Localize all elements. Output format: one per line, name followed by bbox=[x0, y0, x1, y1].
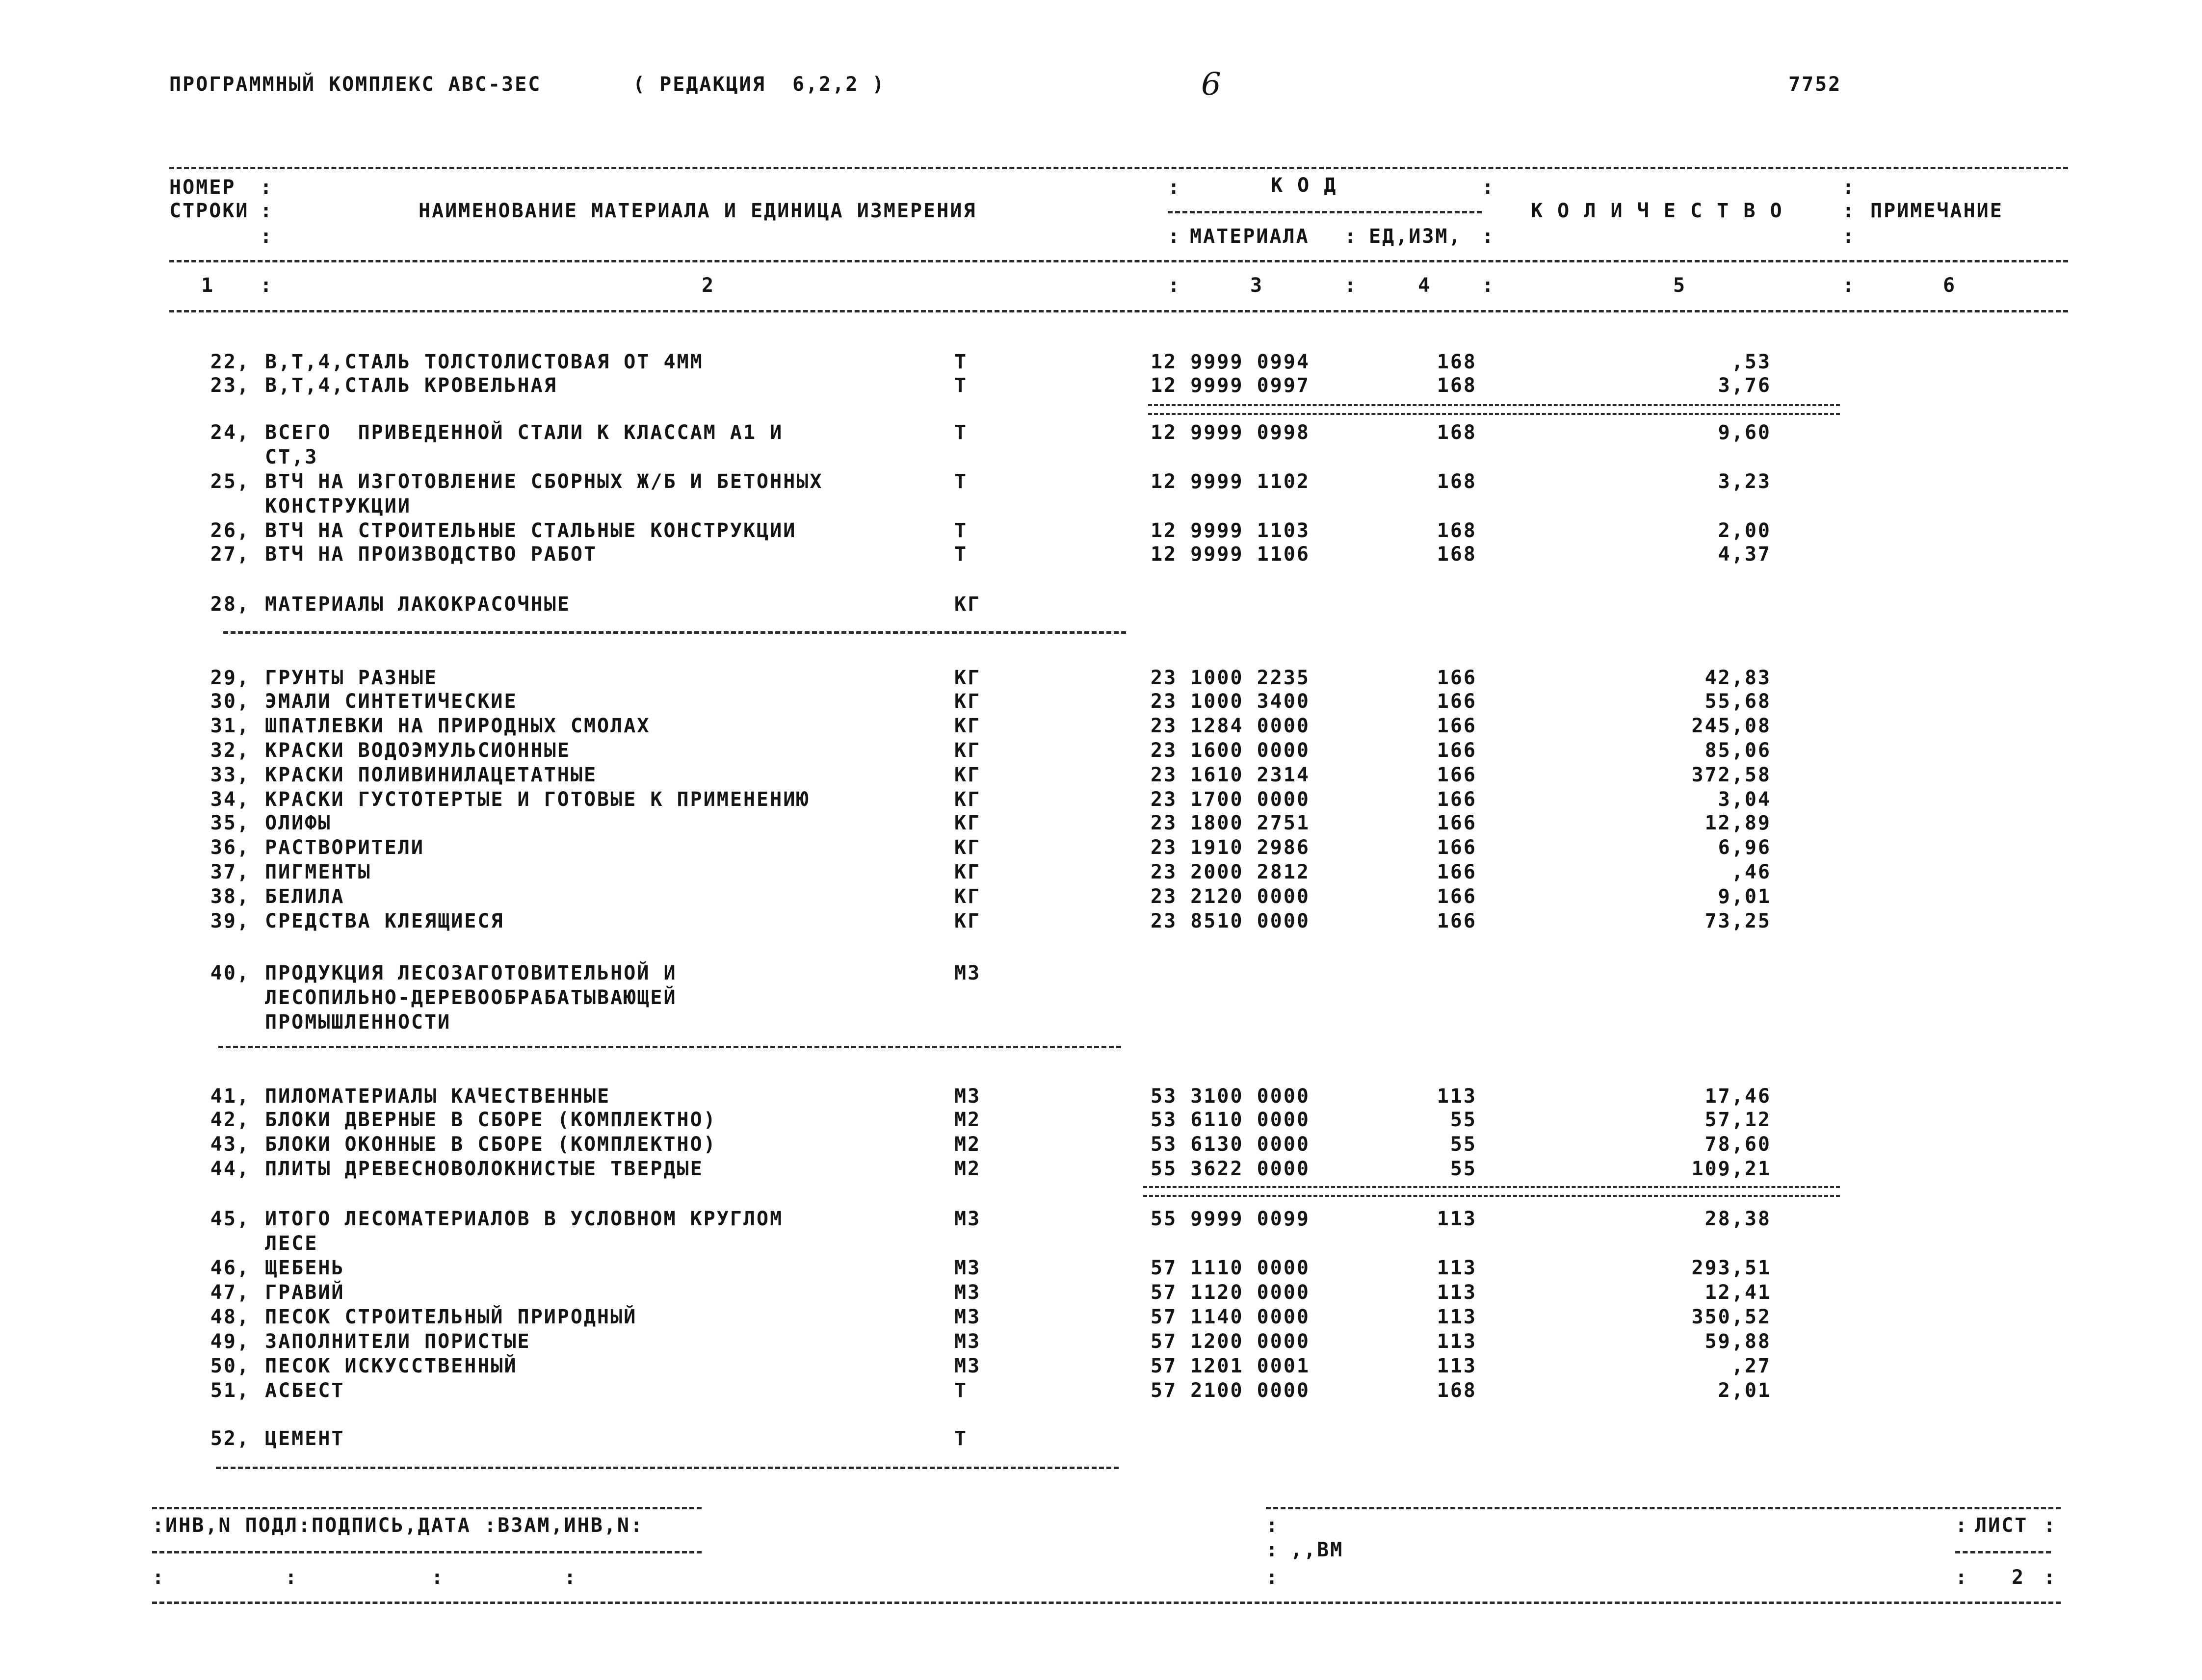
material-code: 57 1201 0001 bbox=[1151, 1355, 1310, 1377]
material-code: 23 1284 0000 bbox=[1151, 715, 1310, 737]
material-name: ВТЧ НА ПРОИЗВОДСТВО РАБОТ bbox=[265, 543, 598, 566]
column-number: 3 bbox=[1250, 274, 1264, 297]
material-code: 57 1120 0000 bbox=[1151, 1281, 1310, 1304]
unit-of-measure: КГ bbox=[954, 715, 981, 737]
unit-of-measure: М3 bbox=[954, 1306, 981, 1328]
program-name: ПРОГРАММНЫЙ КОМПЛЕКС АВС-ЗЕС bbox=[169, 73, 542, 96]
material-code: 12 9999 1102 bbox=[1151, 470, 1310, 493]
unit-of-measure: Т bbox=[954, 543, 968, 566]
material-code: 12 9999 0997 bbox=[1151, 374, 1310, 397]
unit-code: 113 bbox=[1437, 1085, 1477, 1108]
row-number: 29, bbox=[210, 667, 250, 689]
row-number: 43, bbox=[210, 1133, 250, 1156]
row-number: 23, bbox=[210, 374, 250, 397]
signature-cells: : : : : bbox=[152, 1566, 577, 1589]
material-name: ЛЕСОПИЛЬНО-ДЕРЕВООБРАБАТЫВАЮЩЕЙ bbox=[265, 986, 677, 1009]
quantity-value: 42,83 bbox=[1704, 667, 1771, 689]
unit-code: 166 bbox=[1437, 739, 1477, 762]
unit-code: 166 bbox=[1437, 667, 1477, 689]
row-number: 46, bbox=[210, 1257, 250, 1279]
unit-of-measure: КГ bbox=[954, 836, 981, 859]
unit-code: 168 bbox=[1437, 470, 1477, 493]
material-name: РАСТВОРИТЕЛИ bbox=[265, 836, 424, 859]
unit-of-measure: КГ bbox=[954, 861, 981, 883]
code-group-header: К О Д bbox=[1271, 174, 1337, 197]
quantity-value: 73,25 bbox=[1704, 910, 1771, 932]
unit-code: 55 bbox=[1450, 1109, 1477, 1131]
material-code: 12 9999 1106 bbox=[1151, 543, 1310, 566]
quantity-value: 3,04 bbox=[1718, 788, 1771, 811]
unit-of-measure: Т bbox=[954, 470, 968, 493]
quantity-value: 3,23 bbox=[1718, 470, 1771, 493]
unit-of-measure: М2 bbox=[954, 1158, 981, 1180]
material-code: 23 1910 2986 bbox=[1151, 836, 1310, 859]
material-name: ПРОМЫШЛЕННОСТИ bbox=[265, 1011, 451, 1034]
material-name: КРАСКИ ПОЛИВИНИЛАЦЕТАТНЫЕ bbox=[265, 764, 598, 786]
unit-of-measure: Т bbox=[954, 519, 968, 542]
footer-left-mid-rule bbox=[152, 1551, 702, 1553]
unit-code: 168 bbox=[1437, 543, 1477, 566]
unit-code: 166 bbox=[1437, 885, 1477, 908]
quantity-value: 9,60 bbox=[1718, 421, 1771, 444]
double-rule bbox=[1148, 404, 1840, 415]
unit-of-measure: КГ bbox=[954, 910, 981, 932]
material-name: МАТЕРИАЛЫ ЛАКОКРАСОЧНЫЕ bbox=[265, 593, 571, 616]
material-name: ВТЧ НА СТРОИТЕЛЬНЫЕ СТАЛЬНЫЕ КОНСТРУКЦИИ bbox=[265, 519, 797, 542]
unit-of-measure: КГ bbox=[954, 667, 981, 689]
material-name: ВТЧ НА ИЗГОТОВЛЕНИЕ СБОРНЫХ Ж/Б И БЕТОННЫХ bbox=[265, 470, 823, 493]
material-name: СРЕДСТВА КЛЕЯЩИЕСЯ bbox=[265, 910, 504, 932]
handwritten-page-number: 6 bbox=[1201, 66, 1221, 103]
footer-left-top-rule bbox=[152, 1507, 702, 1509]
material-name: ВСЕГО ПРИВЕДЕННОЙ СТАЛИ К КЛАССАМ А1 И bbox=[265, 421, 784, 444]
footer-separator: : bbox=[1266, 1514, 1280, 1537]
material-code: 57 1140 0000 bbox=[1151, 1306, 1310, 1328]
row-number: 26, bbox=[210, 519, 250, 542]
unit-code: 166 bbox=[1437, 788, 1477, 811]
row-number: 36, bbox=[210, 836, 250, 859]
unit-of-measure: М3 bbox=[954, 962, 981, 984]
sheet-divider bbox=[1955, 1551, 2051, 1553]
footer-right-top-rule bbox=[1266, 1507, 2061, 1509]
row-number: 44, bbox=[210, 1158, 250, 1180]
footer-bottom-rule bbox=[152, 1602, 2061, 1604]
column-number: 2 bbox=[702, 274, 715, 297]
row-number: 24, bbox=[210, 421, 250, 444]
material-code: 55 9999 0099 bbox=[1151, 1208, 1310, 1230]
header-separator: : bbox=[260, 176, 274, 199]
header-separator: : bbox=[1482, 176, 1495, 199]
header-separator: : bbox=[1842, 225, 1856, 248]
material-code: 12 9999 1103 bbox=[1151, 519, 1310, 542]
sheet-number: 2 bbox=[2012, 1566, 2025, 1589]
material-name: БЛОКИ ОКОННЫЕ В СБОРЕ (КОМПЛЕКТНО) bbox=[265, 1133, 717, 1156]
unit-of-measure: Т bbox=[954, 351, 968, 373]
unit-of-measure: КГ bbox=[954, 764, 981, 786]
material-code: 23 2000 2812 bbox=[1151, 861, 1310, 883]
unit-of-measure: М3 bbox=[954, 1208, 981, 1230]
quantity-value: 245,08 bbox=[1691, 715, 1771, 737]
unit-of-measure: КГ bbox=[954, 788, 981, 811]
quantity-value: 9,01 bbox=[1718, 885, 1771, 908]
material-name: БЛОКИ ДВЕРНЫЕ В СБОРЕ (КОМПЛЕКТНО) bbox=[265, 1109, 717, 1131]
material-code: 12 9999 0994 bbox=[1151, 351, 1310, 373]
header-bottom-rule bbox=[169, 260, 2068, 262]
material-code: 12 9999 0998 bbox=[1151, 421, 1310, 444]
unit-of-measure: М3 bbox=[954, 1085, 981, 1108]
quantity-value: 2,01 bbox=[1718, 1379, 1771, 1402]
unit-of-measure: Т bbox=[954, 1427, 968, 1450]
material-code: 57 2100 0000 bbox=[1151, 1379, 1310, 1402]
header-separator: : bbox=[1344, 225, 1358, 248]
unit-of-measure: КГ bbox=[954, 885, 981, 908]
material-name: ЛЕСЕ bbox=[265, 1232, 318, 1255]
unit-code: 168 bbox=[1437, 351, 1477, 373]
material-name: ЦЕМЕНТ bbox=[265, 1427, 345, 1450]
material-name: КРАСКИ ГУСТОТЕРТЫЕ И ГОТОВЫЕ К ПРИМЕНЕНИЮ bbox=[265, 788, 810, 811]
column-number: 4 bbox=[1418, 274, 1432, 297]
material-code: 23 8510 0000 bbox=[1151, 910, 1310, 932]
row-number: 37, bbox=[210, 861, 250, 883]
column-number: 5 bbox=[1673, 274, 1687, 297]
header-top-rule bbox=[169, 167, 2068, 169]
unit-of-measure: М3 bbox=[954, 1281, 981, 1304]
material-name: СТ,3 bbox=[265, 446, 318, 468]
unit-code: 113 bbox=[1437, 1306, 1477, 1328]
quantity-value: 55,68 bbox=[1704, 690, 1771, 713]
unit-of-measure: Т bbox=[954, 374, 968, 397]
code-header-divider bbox=[1168, 211, 1482, 213]
section-rule bbox=[216, 1467, 1119, 1469]
header-separator: : bbox=[1482, 274, 1495, 297]
quantity-value: 12,41 bbox=[1704, 1281, 1771, 1304]
unit-code: 113 bbox=[1437, 1281, 1477, 1304]
material-code: 57 1200 0000 bbox=[1151, 1330, 1310, 1353]
unit-of-measure: КГ bbox=[954, 812, 981, 834]
material-code: 53 6110 0000 bbox=[1151, 1109, 1310, 1131]
material-code: 23 1700 0000 bbox=[1151, 788, 1310, 811]
quantity-value: 57,12 bbox=[1704, 1109, 1771, 1131]
row-number: 48, bbox=[210, 1306, 250, 1328]
material-name: ЩЕБЕНЬ bbox=[265, 1257, 345, 1279]
unit-code: 166 bbox=[1437, 690, 1477, 713]
footer-separator: : bbox=[2044, 1566, 2057, 1589]
material-name: КРАСКИ ВОДОЭМУЛЬСИОННЫЕ bbox=[265, 739, 571, 762]
quantity-value: 4,37 bbox=[1718, 543, 1771, 566]
footer-separator: : bbox=[1266, 1539, 1280, 1561]
row-number: 47, bbox=[210, 1281, 250, 1304]
material-name: ЭМАЛИ СИНТЕТИЧЕСКИЕ bbox=[265, 690, 518, 713]
material-name: В,Т,4,СТАЛЬ КРОВЕЛЬНАЯ bbox=[265, 374, 557, 397]
quantity-value: 109,21 bbox=[1691, 1158, 1771, 1180]
unit-of-measure: М3 bbox=[954, 1355, 981, 1377]
quantity-value: ,53 bbox=[1731, 351, 1771, 373]
signature-block-header: :ИНВ,N ПОДЛ:ПОДПИСЬ,ДАТА :ВЗАМ,ИНВ,N: bbox=[152, 1514, 644, 1537]
footer-separator: : bbox=[1955, 1514, 1969, 1537]
row-number: 41, bbox=[210, 1085, 250, 1108]
header-separator: : bbox=[260, 274, 274, 297]
row-number: 49, bbox=[210, 1330, 250, 1353]
row-number: 42, bbox=[210, 1109, 250, 1131]
header-separator: : bbox=[260, 225, 274, 248]
unit-of-measure: Т bbox=[954, 421, 968, 444]
quantity-value: 350,52 bbox=[1691, 1306, 1771, 1328]
header-separator: : bbox=[1482, 225, 1495, 248]
material-name: ПЕСОК ИСКУССТВЕННЫЙ bbox=[265, 1355, 518, 1377]
material-code: 57 1110 0000 bbox=[1151, 1257, 1310, 1279]
quantity-value: 6,96 bbox=[1718, 836, 1771, 859]
material-code: 23 1610 2314 bbox=[1151, 764, 1310, 786]
material-code: 23 1000 3400 bbox=[1151, 690, 1310, 713]
material-name: ПИЛОМАТЕРИАЛЫ КАЧЕСТВЕННЫЕ bbox=[265, 1085, 611, 1108]
col1-header-line2: СТРОКИ bbox=[169, 200, 249, 222]
unit-code: 168 bbox=[1437, 421, 1477, 444]
row-number: 22, bbox=[210, 351, 250, 373]
material-code: 53 6130 0000 bbox=[1151, 1133, 1310, 1156]
unit-code: 55 bbox=[1450, 1133, 1477, 1156]
quantity-value: 78,60 bbox=[1704, 1133, 1771, 1156]
material-code: 53 3100 0000 bbox=[1151, 1085, 1310, 1108]
unit-code: 168 bbox=[1437, 519, 1477, 542]
row-number: 27, bbox=[210, 543, 250, 566]
edition-label: ( РЕДАКЦИЯ 6,2,2 ) bbox=[633, 73, 886, 96]
unit-code: 113 bbox=[1437, 1257, 1477, 1279]
row-number: 38, bbox=[210, 885, 250, 908]
row-number: 35, bbox=[210, 812, 250, 834]
note-header: ПРИМЕЧАНИЕ bbox=[1870, 200, 2003, 222]
header-separator: : bbox=[1168, 176, 1181, 199]
quantity-value: ,46 bbox=[1731, 861, 1771, 883]
code-material-header: МАТЕРИАЛА bbox=[1190, 225, 1310, 248]
quantity-value: ,27 bbox=[1731, 1355, 1771, 1377]
col1-header-line1: НОМЕР bbox=[169, 176, 236, 199]
unit-code: 166 bbox=[1437, 715, 1477, 737]
material-name: ПЕСОК СТРОИТЕЛЬНЫЙ ПРИРОДНЫЙ bbox=[265, 1306, 637, 1328]
unit-of-measure: М2 bbox=[954, 1109, 981, 1131]
unit-of-measure: М3 bbox=[954, 1257, 981, 1279]
quantity-value: 2,00 bbox=[1718, 519, 1771, 542]
row-number: 33, bbox=[210, 764, 250, 786]
unit-code: 166 bbox=[1437, 812, 1477, 834]
material-name: ГРУНТЫ РАЗНЫЕ bbox=[265, 667, 438, 689]
material-name: ГРАВИЙ bbox=[265, 1281, 345, 1304]
unit-code: 168 bbox=[1437, 374, 1477, 397]
section-rule bbox=[218, 1046, 1121, 1048]
material-name: АСБЕСТ bbox=[265, 1379, 345, 1402]
quantity-value: 3,76 bbox=[1718, 374, 1771, 397]
code-unit-header: ЕД,ИЗМ, bbox=[1369, 225, 1462, 248]
unit-code: 113 bbox=[1437, 1208, 1477, 1230]
material-name: ЗАПОЛНИТЕЛИ ПОРИСТЫЕ bbox=[265, 1330, 531, 1353]
quantity-value: 28,38 bbox=[1704, 1208, 1771, 1230]
header-separator: : bbox=[1842, 274, 1856, 297]
unit-code: 113 bbox=[1437, 1330, 1477, 1353]
sheet-label: ЛИСТ bbox=[1975, 1514, 2028, 1537]
material-code: 23 1800 2751 bbox=[1151, 812, 1310, 834]
material-name: В,Т,4,СТАЛЬ ТОЛСТОЛИСТОВАЯ ОТ 4ММ bbox=[265, 351, 704, 373]
unit-of-measure: КГ bbox=[954, 739, 981, 762]
unit-code: 55 bbox=[1450, 1158, 1477, 1180]
column-number: 6 bbox=[1943, 274, 1957, 297]
unit-code: 166 bbox=[1437, 910, 1477, 932]
header-separator: : bbox=[1842, 200, 1856, 222]
document-number: 7752 bbox=[1788, 73, 1842, 96]
unit-of-measure: КГ bbox=[954, 690, 981, 713]
section-rule bbox=[223, 631, 1126, 634]
header-separator: : bbox=[1168, 225, 1181, 248]
row-number: 52, bbox=[210, 1427, 250, 1450]
row-number: 51, bbox=[210, 1379, 250, 1402]
header-separator: : bbox=[1344, 274, 1358, 297]
footer-separator: : bbox=[2044, 1514, 2057, 1537]
unit-code: 166 bbox=[1437, 764, 1477, 786]
material-code: 23 2120 0000 bbox=[1151, 885, 1310, 908]
quantity-value: 85,06 bbox=[1704, 739, 1771, 762]
material-name: ШПАТЛЕВКИ НА ПРИРОДНЫХ СМОЛАХ bbox=[265, 715, 651, 737]
row-number: 32, bbox=[210, 739, 250, 762]
material-code: 55 3622 0000 bbox=[1151, 1158, 1310, 1180]
col2-header: НАИМЕНОВАНИЕ МАТЕРИАЛА И ЕДИНИЦА ИЗМЕРЕНИЯ bbox=[419, 200, 977, 222]
unit-code: 166 bbox=[1437, 836, 1477, 859]
column-number: 1 bbox=[201, 274, 215, 297]
quantity-value: 293,51 bbox=[1691, 1257, 1771, 1279]
material-name: ОЛИФЫ bbox=[265, 812, 332, 834]
unit-of-measure: Т bbox=[954, 1379, 968, 1402]
double-rule bbox=[1143, 1186, 1840, 1197]
material-code: 23 1600 0000 bbox=[1151, 739, 1310, 762]
row-number: 25, bbox=[210, 470, 250, 493]
unit-of-measure: М3 bbox=[954, 1330, 981, 1353]
header-separator: : bbox=[1842, 176, 1856, 199]
header-separator: : bbox=[1168, 274, 1181, 297]
footer-separator: : bbox=[1266, 1566, 1280, 1589]
quantity-header: К О Л И Ч Е С Т В О bbox=[1531, 200, 1783, 222]
quantity-value: 12,89 bbox=[1704, 812, 1771, 834]
material-name: ПЛИТЫ ДРЕВЕСНОВОЛОКНИСТЫЕ ТВЕРДЫЕ bbox=[265, 1158, 704, 1180]
quantity-value: 59,88 bbox=[1704, 1330, 1771, 1353]
document-code: ,,ВМ bbox=[1290, 1539, 1344, 1561]
numbers-bottom-rule bbox=[169, 310, 2068, 312]
material-name: ПРОДУКЦИЯ ЛЕСОЗАГОТОВИТЕЛЬНОЙ И bbox=[265, 962, 677, 984]
unit-code: 168 bbox=[1437, 1379, 1477, 1402]
unit-code: 113 bbox=[1437, 1355, 1477, 1377]
row-number: 45, bbox=[210, 1208, 250, 1230]
material-name: ИТОГО ЛЕСОМАТЕРИАЛОВ В УСЛОВНОМ КРУГЛОМ bbox=[265, 1208, 784, 1230]
material-name: ПИГМЕНТЫ bbox=[265, 861, 371, 883]
row-number: 28, bbox=[210, 593, 250, 616]
row-number: 31, bbox=[210, 715, 250, 737]
unit-code: 166 bbox=[1437, 861, 1477, 883]
row-number: 39, bbox=[210, 910, 250, 932]
footer-separator: : bbox=[1955, 1566, 1969, 1589]
row-number: 50, bbox=[210, 1355, 250, 1377]
material-code: 23 1000 2235 bbox=[1151, 667, 1310, 689]
unit-of-measure: КГ bbox=[954, 593, 981, 616]
row-number: 34, bbox=[210, 788, 250, 811]
unit-of-measure: М2 bbox=[954, 1133, 981, 1156]
quantity-value: 17,46 bbox=[1704, 1085, 1771, 1108]
header-separator: : bbox=[260, 200, 274, 222]
row-number: 30, bbox=[210, 690, 250, 713]
material-name: КОНСТРУКЦИИ bbox=[265, 495, 411, 517]
quantity-value: 372,58 bbox=[1691, 764, 1771, 786]
material-name: БЕЛИЛА bbox=[265, 885, 345, 908]
row-number: 40, bbox=[210, 962, 250, 984]
